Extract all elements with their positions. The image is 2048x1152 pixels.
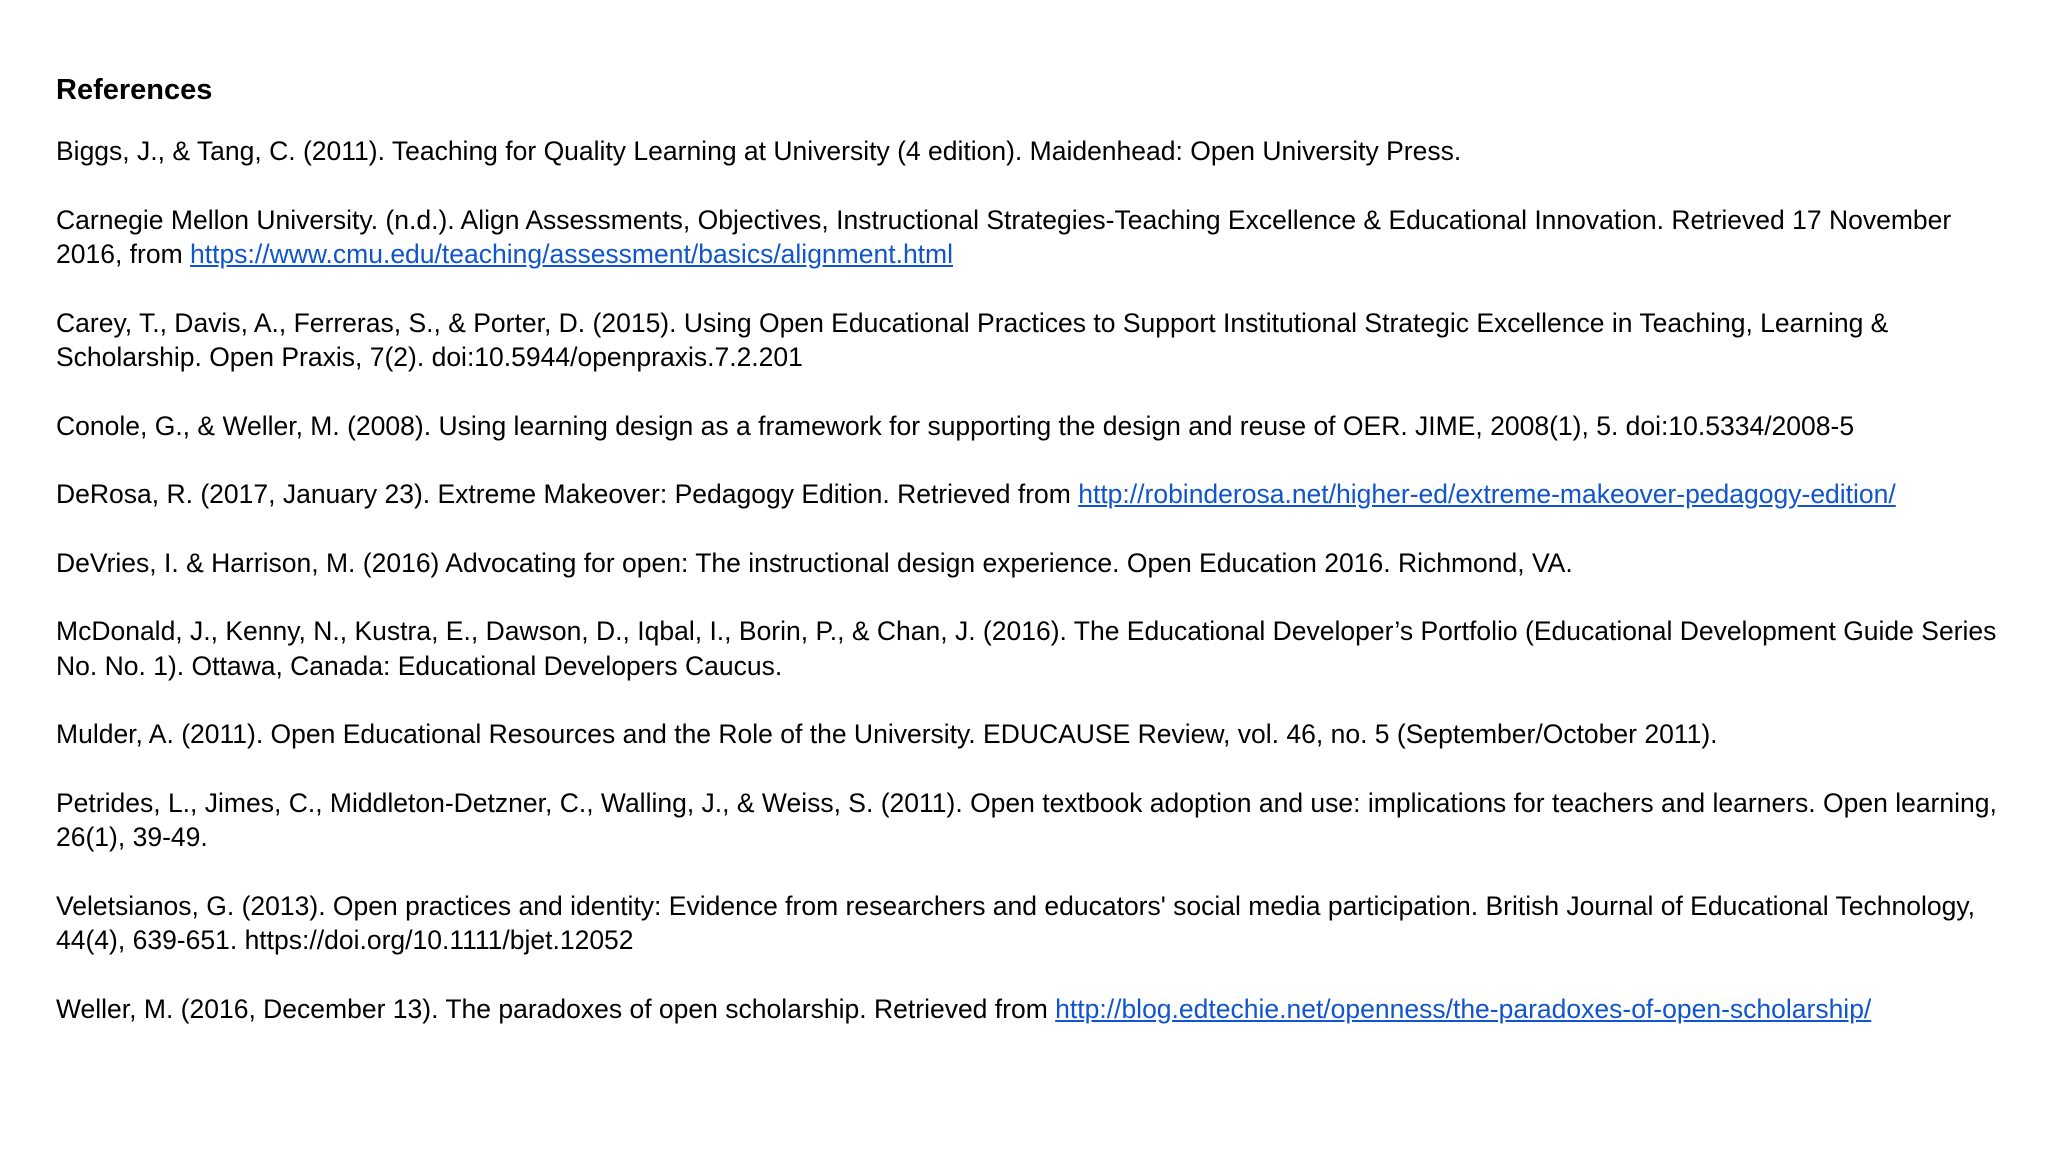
reference-text: Petrides, L., Jimes, C., Middleton-Detzner, C., Walling, J., & Weiss, S. (2011). Open textbook adoption and use: implications for teachers and learners. Open learning, 26(1), 39-49. [56, 787, 1997, 852]
reference-link[interactable]: http://robinderosa.net/higher-ed/extreme-makeover-pedagogy-edition/ [1078, 479, 1896, 509]
reference-text: Biggs, J., & Tang, C. (2011). Teaching for Quality Learning at University (4 edition). Maidenhead: Open University Press. [56, 136, 1462, 166]
reference-item [56, 717, 2016, 752]
reference-item [56, 409, 2016, 444]
reference-item [56, 477, 2016, 512]
reference-item [56, 203, 2016, 272]
reference-item [56, 889, 2016, 958]
reference-link[interactable]: https://www.cmu.edu/teaching/assessment/basics/alignment.html [190, 239, 954, 269]
reference-text: Mulder, A. (2011). Open Educational Resources and the Role of the University. EDUCAUSE Review, vol. 46, no. 5 (September/October 2011). [56, 719, 1718, 749]
reference-link[interactable]: http://blog.edtechie.net/openness/the-paradoxes-of-open-scholarship/ [1055, 993, 1872, 1024]
reference-text: DeRosa, R. (2017, January 23). Extreme Makeover: Pedagogy Edition. Retrieved from [56, 479, 1079, 509]
references-page [56, 70, 2016, 1060]
reference-item [56, 992, 2016, 1027]
page-title: References [56, 74, 213, 106]
reference-item [56, 786, 2016, 855]
reference-item [56, 134, 2016, 169]
reference-item [56, 614, 2016, 683]
reference-text: McDonald, J., Kenny, N., Kustra, E., Dawson, D., Iqbal, I., Borin, P., & Chan, J. (2016). The Educational Developer’s Portfolio (Educational Development Guide Series No. No. 1). Ottawa, Canada: Educational Developers Caucus. [56, 616, 1997, 681]
reference-text: Veletsianos, G. (2013). Open practices and identity: Evidence from researchers and educators' social media participation. British Journal of Educational Technology, 44(4), 639-651. https://doi.org/10.1111/bjet.12052 [56, 890, 1976, 955]
reference-text: Weller, M. (2016, December 13). The paradoxes of open scholarship. Retrieved from [56, 993, 1056, 1024]
reference-item [56, 306, 2016, 375]
reference-text: Carnegie Mellon University. (n.d.). Align Assessments, Objectives, Instructional Strategies-Teaching Excellence & Educational Innovation. Retrieved 17 November 2016, from [56, 204, 1952, 269]
reference-item [56, 546, 2016, 581]
reference-text: DeVries, I. & Harrison, M. (2016) Advocating for open: The instructional design experience. Open Education 2016. Richmond, VA. [56, 547, 1573, 578]
reference-text: Conole, G., & Weller, M. (2008). Using learning design as a framework for supporting the design and reuse of OER. JIME, 2008(1), 5. doi:10.5334/2008-5 [56, 410, 1855, 441]
reference-text: Carey, T., Davis, A., Ferreras, S., & Porter, D. (2015). Using Open Educational Practices to Support Institutional Strategic Excellence in Teaching, Learning & Scholarship. Open Praxis, 7(2). doi:10.5944/openpraxis.7.2.201 [56, 307, 1889, 372]
